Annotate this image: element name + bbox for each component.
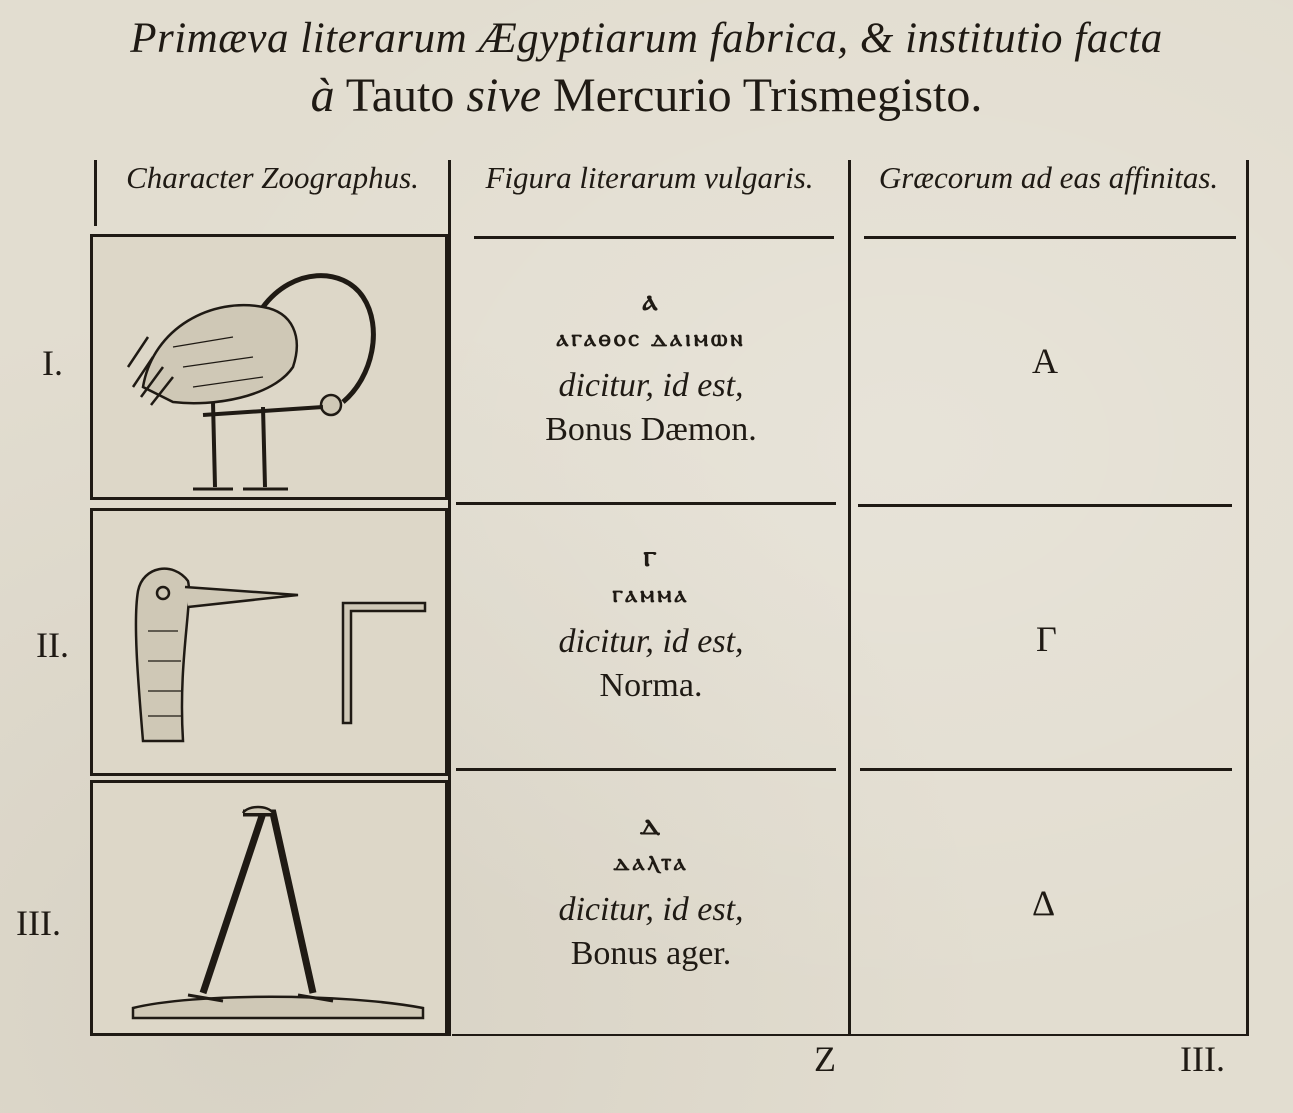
catchword: III. bbox=[1180, 1039, 1225, 1079]
row-numeral: II. bbox=[36, 625, 69, 665]
column-divider bbox=[448, 160, 451, 1036]
meaning-text: Bonus ager. bbox=[570, 935, 732, 972]
coptic-word: ⲅⲁⲙⲙⲁ bbox=[612, 582, 690, 608]
row-rule bbox=[860, 768, 1232, 771]
row-rule bbox=[456, 502, 836, 505]
figura-cell bbox=[456, 540, 846, 705]
page-title-line-1: Primæva literarum Ægyptiarum fabrica, & institutio facta bbox=[130, 15, 1163, 62]
title-name: Tauto bbox=[345, 69, 455, 122]
figura-cell bbox=[456, 808, 846, 973]
ibis-preening-icon bbox=[90, 234, 448, 500]
dicitur-text: dicitur, id est, bbox=[558, 367, 744, 404]
meaning-text: Norma. bbox=[599, 667, 703, 704]
column-divider bbox=[848, 160, 851, 1036]
title-rest: Mercurio Trismegisto. bbox=[553, 69, 983, 122]
row-rule bbox=[474, 236, 834, 239]
row-rule bbox=[456, 768, 836, 771]
coptic-letter: ⲁ bbox=[642, 284, 660, 317]
greek-letter: Γ bbox=[1036, 619, 1057, 659]
row-numeral: III. bbox=[16, 903, 61, 943]
coptic-word: ⲁⲅⲁⲑⲟⲥ ⲇⲁⲓⲙⲱⲛ bbox=[556, 326, 746, 352]
figura-cell bbox=[456, 284, 846, 449]
column-header-graecorum: Græcorum ad eas affinitas. bbox=[878, 160, 1219, 195]
row-rule bbox=[452, 1034, 1246, 1036]
dicitur-text: dicitur, id est, bbox=[558, 891, 744, 928]
meaning-text: Bonus Dæmon. bbox=[545, 411, 757, 448]
greek-letter: Δ bbox=[1032, 883, 1056, 923]
page-title-line-2 bbox=[0, 68, 1293, 123]
signature-mark: Z bbox=[814, 1039, 836, 1079]
coptic-letter: ⲅ bbox=[643, 540, 659, 573]
column-divider bbox=[1246, 160, 1249, 1036]
ibis-head-and-square-icon bbox=[90, 508, 448, 776]
coptic-letter: ⲇ bbox=[639, 808, 663, 841]
row-rule bbox=[858, 504, 1232, 507]
column-header-figura: Figura literarum vulgaris. bbox=[485, 160, 814, 195]
title-sive: sive bbox=[466, 69, 541, 122]
greek-letter: A bbox=[1032, 341, 1058, 381]
ibis-legs-delta-icon bbox=[90, 780, 448, 1036]
row-rule bbox=[864, 236, 1236, 239]
column-header-character: Character Zoographus. bbox=[126, 160, 419, 195]
coptic-word: ⲇⲁⲗⲧⲁ bbox=[613, 850, 689, 876]
dicitur-text: dicitur, id est, bbox=[558, 623, 744, 660]
row-numeral: I. bbox=[42, 343, 63, 383]
title-prefix: à bbox=[310, 69, 335, 122]
